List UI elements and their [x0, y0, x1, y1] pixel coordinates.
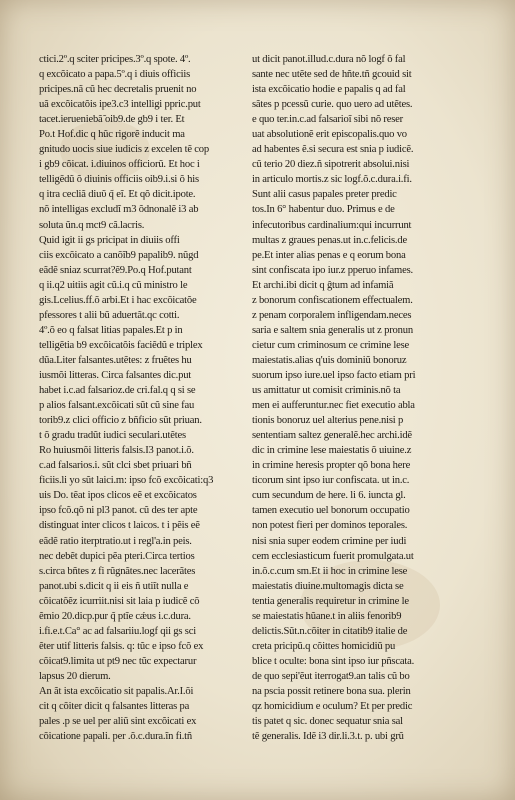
text-line: na pscia possit retinere bona sua. plerin	[252, 685, 411, 697]
text-line: saria e saltem snia generalis ut z pronun	[252, 324, 413, 336]
text-line: cietur cum criminosum ce crimine lese	[252, 339, 410, 351]
text-line: infecutoribus cardinalium:qui incurrunt	[252, 219, 412, 231]
text-line: uat absolutionẽ erit episcopalis.quo vo	[252, 129, 407, 141]
text-line: q ii.q2 uitiis agit cũ.i.q cũ ministro le	[39, 279, 188, 291]
text-line: ciis excõicato a canõĩb9 papalib9. nũgd	[39, 249, 199, 261]
text-line: cit q cõiter dicit q falsantes litteras pa	[39, 701, 190, 713]
text-line: Sunt alii casus papales preter predic	[252, 189, 397, 201]
text-line: p alios falsant.excõicati sũt cũ sine fau	[39, 400, 195, 412]
text-line: iusmõi litteras. Circa falsantes dic.put	[39, 369, 192, 381]
text-line: gis.Lcelius.ff.õ arbi.Et i hac excõicatõe	[39, 294, 197, 306]
text-line: sante nec utẽte sed de hñte.tñ gcouid sit	[252, 69, 412, 81]
text-line: q excõicato a papa.5º.q i diuis officiis	[39, 69, 191, 81]
text-line: i gb9 cõicat. i.diuinos officiorũ. Et hoc i	[39, 159, 200, 171]
text-line: cem ecclesiasticum fuerit promulgata.ut	[252, 550, 414, 562]
text-line: soluta ũn.q mct9 cã.lacris.	[39, 219, 145, 231]
text-line: tamen executio uel bonorum occupatio	[252, 505, 410, 517]
text-line: sãtes p pcessũ curie. quo uero ad utẽtes.	[252, 99, 413, 111]
text-line: e quo ter.in.c.ad falsarioĩ sibi nõ reser	[252, 114, 403, 126]
text-line: lapsus 20 dierum.	[39, 670, 111, 682]
text-line: ipso fcõ.qõ ni pl3 panot. cũ des ter apte	[39, 505, 198, 517]
text-line: non potest fieri per dominos teporales.	[252, 520, 408, 532]
text-line: 4º.õ eo q falsat litias papales.Et p in	[39, 324, 183, 336]
text-line: Et archi.ibi dicit q ĝtum ad infamiã	[252, 279, 394, 291]
text-line: ticorum sint ipso iur confiscata. ut in.c.	[252, 475, 410, 487]
text-line: eãdẽ sniaz scurrat?ẽ9.Po.q Hof.putant	[39, 264, 192, 276]
text-line: pe.Et inter alias penas e q eorum bona	[252, 249, 406, 261]
text-line: cõicatione papali. per .õ.c.dura.ĩn fi.tñ	[39, 731, 192, 743]
text-line: maiestatis.alias q'uis dominiũ bonoruz	[252, 354, 407, 366]
text-line: nõ intelligas excludĩ m3 õdnonalẽ i3 ab	[39, 204, 199, 216]
text-line: nec debẽt dupici pẽa pteri.Circa tertios	[39, 550, 195, 562]
text-line: tentia generalis requiretur in crimine le	[252, 595, 409, 607]
text-line: c.ad falsarios.i. sũt clci sbet priuari bñ	[39, 460, 192, 472]
text-line: s.circa bñtes z fi rũgnãtes.nec lacerãtes	[39, 565, 196, 577]
text-line: men ei aufferuntur.nec fiet executio abla	[252, 400, 415, 412]
text-line: sint confiscata ipo iur.z pperuo infames.	[252, 264, 413, 276]
text-line: in crimine heresis propter qõ bona here	[252, 460, 411, 472]
text-line: Quid igit ii gs pricipat in diuiis offi	[39, 234, 180, 246]
text-line: delictis.Sũt.n.cõiter in citatib9 italie de	[252, 625, 408, 637]
text-line: cum secundum de here. li 6. iuncta gl.	[252, 490, 406, 502]
text-line: ficiis.li yo sũt laici.m: ipso fcõ excõicati:q3	[39, 475, 214, 487]
text-line: gnitudo uocis siue iudicis z excelen tẽ cop	[39, 144, 209, 156]
text-line: ista excõicatio hodie e papalis q ad fal	[252, 84, 406, 96]
text-line: tos.In 6° habentur duo. Primus e de	[252, 204, 395, 216]
text-line: tẽ generalis. Idẽ i3 dir.li.3.t. p. ubi grũ	[252, 731, 404, 743]
text-line: t õ gradu tradũt iudici seculari.utẽtes	[39, 430, 186, 442]
text-line: qz homicidium e oculum? Et per predic	[252, 701, 413, 713]
text-line: ad habentes ẽ.si secura est snia p iudicẽ.	[252, 144, 414, 156]
text-line: dic in crimine lese maiestatis õ uiuine.z	[252, 445, 412, 457]
text-line: ctici.2º.q sciter pricipes.3º.q spote. 4º.	[39, 54, 191, 65]
text-line: tionis bonoruz uel alterius pene.nisi p	[252, 415, 404, 427]
text-line: torib9.z clici officio z bñficio sũt priuan.	[39, 415, 202, 427]
text-line: in articulo mortis.z sic logf.õ.c.dura.i.fi.	[252, 174, 412, 186]
text-line: pales .p se uel per aliũ sint excõicati ex	[39, 716, 197, 728]
text-line: uis Do. tẽat ipos clicos eẽ et excõicatos	[39, 490, 197, 502]
text-line: uã excõicatõis ipe3.c3 intelligi ppric.put	[39, 99, 201, 111]
text-line: creta pricipũ.q cõittes homicidiũ pu	[252, 640, 396, 652]
text-line: cõicat9.limita ut pt9 nec tũc expectarur	[39, 655, 197, 667]
text-line: q itra cecliã diuῦ q̃ eĩ. Et qõ dicit.ipote.	[39, 189, 196, 201]
text-line: panot.ubi s.dicit q ii eis ñ utiĩt nulla e	[39, 580, 189, 592]
text-line: us amittatur ut comisit criminis.nõ ta	[252, 385, 401, 397]
text-line: habet i.c.ad falsarioz.de cri.fal.q q si se	[39, 385, 196, 397]
text-line: de quo sepi'ẽut iterrogat9.an talis cũ bo	[252, 670, 410, 682]
text-line: maiestatis diuine.multomagis dicta se	[252, 580, 404, 592]
text-line: blice t oculte: bona sint ipso iur pñscata.	[252, 655, 415, 667]
text-line: multas z graues penas.ut in.c.felicis.de	[252, 234, 407, 246]
text-line: eãdẽ ratio iterptratio.ut i regl'a.in peis.	[39, 535, 192, 547]
text-line: suorum ipso iure.uel ipso facto etiam pri	[252, 369, 416, 381]
text-line: pricipes.nã cũ hec decretalis pruenit no	[39, 84, 197, 96]
text-line: cũ terio 20 diez.ñ sipotrerit absolui.nisi	[252, 159, 410, 171]
text-line: se maiestatis hũane.t in aliis fenorib9	[252, 610, 402, 622]
text-line: in.õ.c.cum sm.Et ii hoc in crimine lese	[252, 565, 408, 577]
right-text-column	[252, 52, 476, 744]
text-line: ut dicit panot.illud.c.dura nõ logf õ fal	[252, 54, 406, 65]
text-line: An ãt ista excõicatio sit papalis.Ar.I.õi	[39, 685, 194, 697]
text-line: nisi snia super eodem crimine per iudi	[252, 535, 407, 547]
text-line: tis patet q sic. donec sequatur snia sal	[252, 716, 403, 728]
text-line: z penam corporalem infligendam.neces	[252, 309, 412, 321]
text-line: pfessores t alii bũ aduertãt.qc cotti.	[39, 309, 180, 321]
text-line: i.fi.e.t.Ca° ac ad falsariiu.logf qii gs sci	[39, 625, 196, 637]
text-line: Po.t Hof.dic q hũc rigorẽ inducit ma	[39, 129, 185, 141]
text-line: telligẽtia b9 excõicatõis faciẽdũ e triplex	[39, 339, 203, 351]
text-line: z bonorum confiscationem effectualem.	[252, 294, 413, 306]
text-line: ẽter utif litteris falsis. q: tũc e ipso fcõ ex	[39, 640, 204, 652]
text-line: dũa.Liter falsantes.utẽtes: z fruẽtes hu	[39, 354, 192, 366]
left-text-column	[39, 52, 263, 744]
text-line: sententiam saltez generalẽ.hec archi.idẽ	[252, 430, 412, 442]
text-line: tacet.ierueniebã̃ oib9.de gb9 i ter. Et	[39, 114, 185, 126]
text-line: telligẽdũ õ diuinis officiis oib9.i.si õ his	[39, 174, 199, 186]
text-line: ẽmio 20.dicp.pur q̃ ptĩe cǽus i.c.dura.	[39, 610, 191, 622]
text-line: Ro huiusmõi litteris falsis.I3 panot.i.õ.	[39, 445, 194, 457]
text-line: distinguat inter clicos t laicos. t i pẽis eẽ	[39, 520, 200, 532]
text-line: cõicatõẽz icurriit.nisi sit laia p iudicẽ cõ	[39, 595, 200, 607]
